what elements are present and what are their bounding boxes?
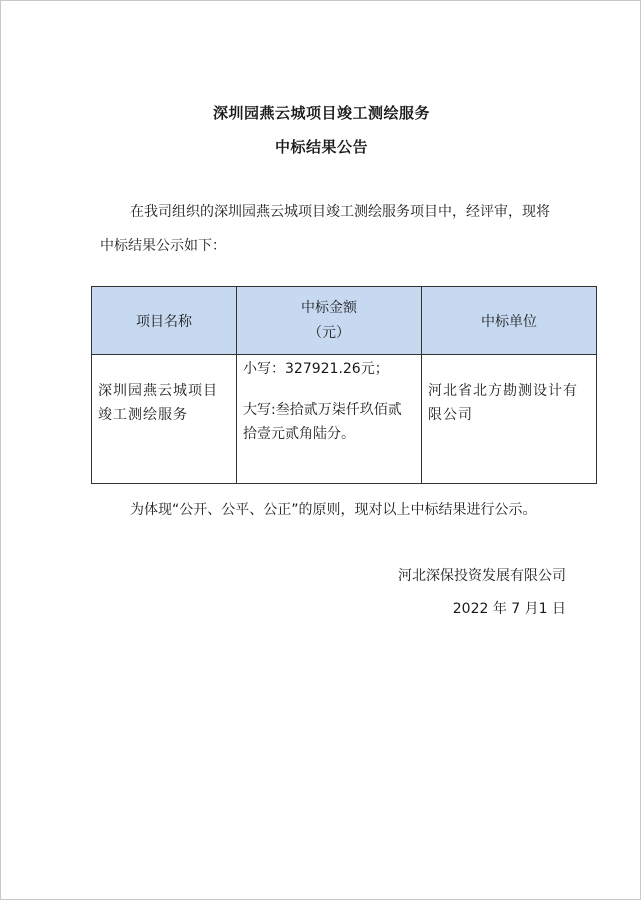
signer-company: 河北深保投资发展有限公司	[398, 568, 566, 584]
header-amount	[237, 287, 422, 355]
cell-project-name: 深圳园燕云城项目 竣工测绘服务	[92, 355, 237, 484]
header-company: 中标单位	[422, 287, 597, 355]
amount-lowercase: 小写：327921.26元；	[243, 361, 389, 377]
signature-date: 2022 年 7 月1 日	[452, 601, 566, 617]
intro-paragraph-line2: 中标结果公示如下：	[100, 238, 226, 254]
document-title: 深圳园燕云城项目竣工测绘服务	[212, 104, 430, 122]
table-row	[92, 355, 597, 484]
result-table	[91, 286, 597, 484]
header-amount-label: 中标金额	[301, 299, 357, 316]
header-amount-unit: （元）	[308, 324, 350, 341]
table-header-row	[92, 287, 597, 355]
notice-paragraph: 为体现“公开、公平、公正”的原则，现对以上中标结果进行公示。	[130, 502, 537, 518]
header-project-name: 项目名称	[92, 287, 237, 355]
cell-amount	[237, 355, 422, 484]
cell-winning-company: 河北省北方勘测设计有 限公司	[422, 355, 597, 484]
intro-paragraph-line1: 在我司组织的深圳园燕云城项目竣工测绘服务项目中，经评审，现将	[130, 204, 550, 220]
document-subtitle: 中标结果公告	[274, 138, 368, 156]
amount-uppercase-line2: 拾壹元贰角陆分。	[243, 426, 355, 442]
amount-uppercase-line1: 大写:叁拾贰万柒仟玖佰贰	[243, 402, 402, 418]
